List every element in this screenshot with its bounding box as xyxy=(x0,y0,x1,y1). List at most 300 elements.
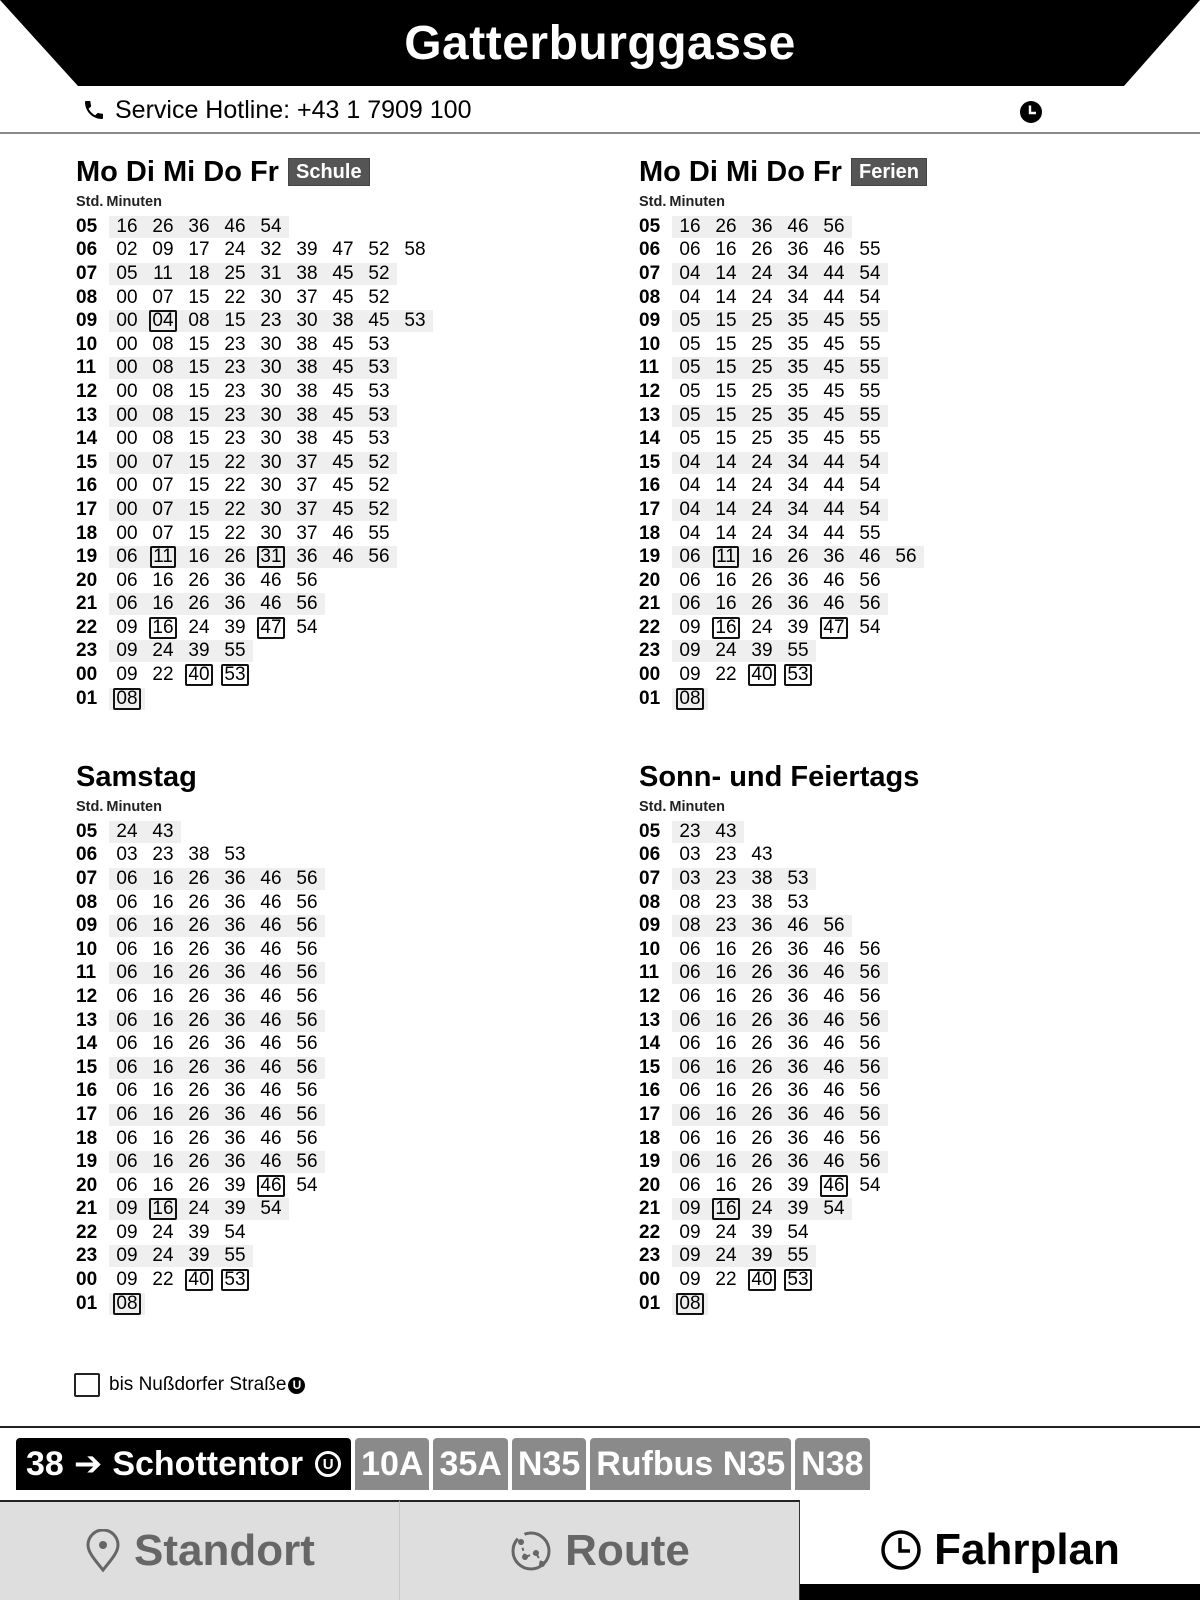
minute-value: 24 xyxy=(152,1245,174,1267)
minute-value: 55 xyxy=(224,640,246,662)
departure-minute xyxy=(852,452,888,474)
minute-value: 06 xyxy=(679,1103,701,1125)
minutes-cells xyxy=(109,1198,289,1220)
minute-value: 04 xyxy=(679,475,701,497)
hour-cell: 09 xyxy=(639,310,661,332)
minute-value: 55 xyxy=(859,380,881,402)
minute-value: 46 xyxy=(787,215,809,237)
minutes-cells xyxy=(672,1057,888,1079)
minute-value: 16 xyxy=(679,215,701,237)
departure-minute xyxy=(253,915,289,937)
departure-minute xyxy=(145,1175,181,1197)
hour-cell: 13 xyxy=(639,404,661,426)
minutes-cells xyxy=(672,821,744,843)
hour-cell: 17 xyxy=(639,1103,661,1125)
minute-value: 26 xyxy=(188,1056,210,1078)
minute-value: 24 xyxy=(751,262,773,284)
table-row xyxy=(639,286,927,310)
minute-value: 45 xyxy=(332,428,354,450)
minute-value: 16 xyxy=(152,891,174,913)
table-row xyxy=(76,867,325,891)
minutes-cells xyxy=(109,334,397,356)
departure-minute xyxy=(780,868,816,890)
departure-rows xyxy=(76,215,433,710)
departure-minute-short-trip xyxy=(816,1175,852,1197)
minutes-cells xyxy=(109,428,397,450)
minute-value: 08 xyxy=(679,915,701,937)
route-chip-rufbus-n35[interactable]: Rufbus N35 xyxy=(590,1438,791,1490)
minute-value: 36 xyxy=(787,1033,809,1055)
route-chip-active[interactable] xyxy=(16,1438,351,1490)
departure-minute xyxy=(145,939,181,961)
departure-minute xyxy=(672,821,708,843)
departure-minute xyxy=(816,1104,852,1126)
location-pin-icon xyxy=(84,1529,122,1573)
minute-value: 23 xyxy=(715,867,737,889)
minute-value: 39 xyxy=(296,239,318,261)
departure-minute xyxy=(109,962,145,984)
departure-minute xyxy=(816,405,852,427)
section-day-label: Mo Di Mi Do Fr xyxy=(76,156,279,188)
departure-minute xyxy=(852,962,888,984)
minute-value: 36 xyxy=(224,1127,246,1149)
minute-value: 56 xyxy=(859,1009,881,1031)
minutes-cells xyxy=(672,617,888,639)
departure-minute xyxy=(253,428,289,450)
departure-minute xyxy=(816,939,852,961)
minute-value: 15 xyxy=(188,286,210,308)
table-row xyxy=(76,687,433,711)
minute-value: 26 xyxy=(787,546,809,568)
minute-value: 56 xyxy=(296,938,318,960)
minute-value: 32 xyxy=(260,239,282,261)
minute-value: 23 xyxy=(679,820,701,842)
route-chip-10a[interactable]: 10A xyxy=(355,1438,429,1490)
departure-minute xyxy=(217,892,253,914)
minute-value: 45 xyxy=(823,333,845,355)
departure-minute xyxy=(744,1198,780,1220)
departure-minute xyxy=(744,868,780,890)
departure-minute xyxy=(289,263,325,285)
minute-value: 38 xyxy=(296,380,318,402)
departure-minute xyxy=(145,381,181,403)
minute-value: 04 xyxy=(679,451,701,473)
departure-minute xyxy=(708,1269,744,1291)
minute-value: 39 xyxy=(787,1198,809,1220)
departure-minute xyxy=(744,546,780,568)
departure-minute xyxy=(672,844,708,866)
departure-minute xyxy=(109,821,145,843)
minute-value: 44 xyxy=(823,262,845,284)
departure-minute xyxy=(816,475,852,497)
hour-cell: 01 xyxy=(639,687,661,709)
departure-minute xyxy=(109,1057,145,1079)
departure-minute xyxy=(145,1128,181,1150)
departure-minute xyxy=(708,475,744,497)
minute-value: 44 xyxy=(823,451,845,473)
hour-cell: 21 xyxy=(639,1198,661,1220)
departure-minute xyxy=(289,405,325,427)
table-row xyxy=(639,215,927,239)
minute-value: 11 xyxy=(150,546,176,568)
departure-minute xyxy=(181,452,217,474)
hour-cell: 07 xyxy=(639,867,661,889)
minute-value: 43 xyxy=(152,820,174,842)
minute-value: 22 xyxy=(224,522,246,544)
departure-minute xyxy=(744,640,780,662)
service-hotline[interactable] xyxy=(82,94,472,126)
departure-minute xyxy=(816,239,852,261)
route-chip-n38[interactable]: N38 xyxy=(795,1438,869,1490)
minutes-cells xyxy=(109,499,397,521)
minute-value: 07 xyxy=(152,451,174,473)
minute-value: 37 xyxy=(296,286,318,308)
departure-minute xyxy=(744,428,780,450)
minute-value: 06 xyxy=(679,239,701,261)
departure-minute xyxy=(744,1245,780,1267)
departure-minute xyxy=(852,939,888,961)
departure-minute xyxy=(780,892,816,914)
section-title xyxy=(76,760,325,794)
minute-value: 55 xyxy=(859,239,881,261)
minute-value: 09 xyxy=(679,1221,701,1243)
departure-minute xyxy=(253,1010,289,1032)
departure-minute xyxy=(109,1245,145,1267)
departure-minute xyxy=(852,593,888,615)
departure-rows xyxy=(639,820,919,1315)
departure-minute xyxy=(289,939,325,961)
minute-value: 45 xyxy=(823,310,845,332)
minutes-cells xyxy=(672,570,888,592)
minute-value: 06 xyxy=(679,1174,701,1196)
departure-minute xyxy=(253,868,289,890)
departure-minute xyxy=(109,216,145,238)
minute-value: 22 xyxy=(152,1269,174,1291)
departure-minute xyxy=(181,239,217,261)
minute-value: 45 xyxy=(332,380,354,402)
minute-value: 40 xyxy=(185,664,212,686)
departure-minute xyxy=(852,239,888,261)
minute-value: 05 xyxy=(679,404,701,426)
departure-minute xyxy=(145,334,181,356)
minute-value: 15 xyxy=(188,428,210,450)
minute-value: 53 xyxy=(368,404,390,426)
minute-value: 06 xyxy=(116,1127,138,1149)
departure-minute xyxy=(217,1128,253,1150)
departure-minute xyxy=(780,287,816,309)
table-row xyxy=(76,844,325,868)
departure-minute xyxy=(217,915,253,937)
minute-value: 06 xyxy=(116,1103,138,1125)
departure-minute xyxy=(744,452,780,474)
minute-value: 53 xyxy=(784,1269,811,1291)
departure-minute xyxy=(181,570,217,592)
departure-minute xyxy=(744,1080,780,1102)
departure-minute xyxy=(217,1010,253,1032)
minute-value: 00 xyxy=(116,357,138,379)
departure-minute xyxy=(780,1128,816,1150)
minute-value: 06 xyxy=(679,1127,701,1149)
minutes-cells xyxy=(109,664,253,686)
hour-cell: 19 xyxy=(76,1151,98,1173)
minute-value: 43 xyxy=(751,844,773,866)
table-row xyxy=(639,844,919,868)
departure-minute xyxy=(181,475,217,497)
hour-cell: 09 xyxy=(76,915,98,937)
minute-value: 34 xyxy=(787,498,809,520)
minute-value: 22 xyxy=(224,498,246,520)
departure-minute xyxy=(145,357,181,379)
departure-minute xyxy=(145,263,181,285)
departure-minute xyxy=(852,1033,888,1055)
column-headers xyxy=(76,193,433,211)
table-row xyxy=(76,380,433,404)
minute-value: 16 xyxy=(715,962,737,984)
tab-standort[interactable] xyxy=(0,1500,400,1600)
minutes-cells xyxy=(672,263,888,285)
hour-cell: 17 xyxy=(76,1103,98,1125)
minute-value: 15 xyxy=(715,310,737,332)
hour-cell: 22 xyxy=(639,1221,661,1243)
minute-value: 56 xyxy=(296,1009,318,1031)
departure-minute xyxy=(361,310,397,332)
table-row xyxy=(639,522,927,546)
minute-value: 39 xyxy=(751,1245,773,1267)
tab-route[interactable] xyxy=(400,1500,800,1600)
hour-cell: 14 xyxy=(76,428,98,450)
departure-minute xyxy=(708,381,744,403)
departure-minute-short-trip xyxy=(253,546,289,568)
tab-fahrplan[interactable] xyxy=(800,1500,1200,1600)
minute-value: 09 xyxy=(116,1198,138,1220)
departure-minute xyxy=(217,868,253,890)
minute-value: 25 xyxy=(224,262,246,284)
departure-minute xyxy=(708,962,744,984)
table-row xyxy=(639,914,919,938)
minutes-cells xyxy=(109,915,325,937)
hour-cell: 14 xyxy=(76,1033,98,1055)
minutes-cells xyxy=(672,1198,852,1220)
departure-minute xyxy=(109,452,145,474)
minute-value: 38 xyxy=(296,333,318,355)
table-row xyxy=(639,1150,919,1174)
ubahn-icon: U xyxy=(315,1451,341,1477)
departure-minute xyxy=(181,962,217,984)
departure-minute xyxy=(145,499,181,521)
departure-minute xyxy=(109,381,145,403)
minute-value: 16 xyxy=(152,593,174,615)
table-row xyxy=(76,962,325,986)
departure-minute-short-trip xyxy=(145,546,181,568)
departure-minute xyxy=(744,263,780,285)
departure-minute xyxy=(289,986,325,1008)
table-row xyxy=(639,545,927,569)
minute-value: 26 xyxy=(751,1127,773,1149)
departure-minute xyxy=(181,986,217,1008)
departure-minute xyxy=(217,1151,253,1173)
departure-minute xyxy=(816,1151,852,1173)
minute-value: 06 xyxy=(679,1033,701,1055)
minute-value: 39 xyxy=(188,640,210,662)
departure-minute xyxy=(744,523,780,545)
minute-value: 37 xyxy=(296,451,318,473)
minute-value: 06 xyxy=(679,1056,701,1078)
hour-cell: 06 xyxy=(639,844,661,866)
departure-minute xyxy=(181,1104,217,1126)
departure-minute xyxy=(181,1151,217,1173)
minute-value: 56 xyxy=(296,867,318,889)
departure-minute xyxy=(780,428,816,450)
departure-minute xyxy=(253,310,289,332)
minutes-cells xyxy=(109,405,397,427)
departure-minute xyxy=(217,939,253,961)
minute-value: 55 xyxy=(368,522,390,544)
minute-value: 46 xyxy=(823,1151,845,1173)
minute-value: 52 xyxy=(368,239,390,261)
departure-minute xyxy=(289,239,325,261)
minute-value: 56 xyxy=(859,1056,881,1078)
minute-value: 23 xyxy=(152,844,174,866)
minute-value: 36 xyxy=(224,1103,246,1125)
route-chip-n35[interactable]: N35 xyxy=(512,1438,586,1490)
departure-minute xyxy=(181,310,217,332)
minute-value: 09 xyxy=(116,616,138,638)
minute-value: 15 xyxy=(188,333,210,355)
minute-value: 06 xyxy=(116,962,138,984)
minute-value: 03 xyxy=(679,844,701,866)
minute-value: 54 xyxy=(260,1198,282,1220)
minute-value: 00 xyxy=(116,286,138,308)
departure-minute xyxy=(289,357,325,379)
minute-value: 46 xyxy=(823,1080,845,1102)
timetable-weekday-holidays xyxy=(639,155,927,710)
departure-minute xyxy=(109,1175,145,1197)
departure-minute xyxy=(325,499,361,521)
minute-value: 22 xyxy=(224,475,246,497)
minute-value: 53 xyxy=(221,1269,248,1291)
minute-value: 35 xyxy=(787,428,809,450)
departure-minute xyxy=(253,1033,289,1055)
departure-minute xyxy=(744,1222,780,1244)
departure-minute xyxy=(181,428,217,450)
minute-value: 00 xyxy=(116,333,138,355)
minute-value: 46 xyxy=(823,938,845,960)
departure-minute xyxy=(361,546,397,568)
minute-value: 22 xyxy=(715,664,737,686)
departure-minute xyxy=(708,1245,744,1267)
minutes-cells xyxy=(109,821,181,843)
minute-value: 36 xyxy=(224,962,246,984)
departure-minute xyxy=(852,617,888,639)
minutes-cells xyxy=(109,570,325,592)
departure-minute xyxy=(708,499,744,521)
table-row xyxy=(639,962,919,986)
minute-value: 55 xyxy=(859,404,881,426)
minute-value: 25 xyxy=(751,404,773,426)
minute-value: 37 xyxy=(296,475,318,497)
minute-value: 16 xyxy=(149,1198,176,1220)
minute-value: 55 xyxy=(224,1245,246,1267)
minute-value: 17 xyxy=(188,239,210,261)
minutes-cells xyxy=(672,939,888,961)
departure-minute xyxy=(672,1057,708,1079)
minute-value: 16 xyxy=(152,867,174,889)
departure-minute-short-trip xyxy=(744,664,780,686)
minute-value: 03 xyxy=(679,867,701,889)
departure-minute xyxy=(145,287,181,309)
clock-icon[interactable] xyxy=(1019,100,1043,124)
minute-value: 16 xyxy=(152,1174,174,1196)
minutes-cells xyxy=(672,1080,888,1102)
arrow-right-icon: ➔ xyxy=(73,1445,103,1483)
minute-value: 39 xyxy=(751,1221,773,1243)
minute-value: 56 xyxy=(296,569,318,591)
table-row xyxy=(76,475,433,499)
departure-minute xyxy=(217,1033,253,1055)
departure-minute xyxy=(708,664,744,686)
minute-value: 15 xyxy=(715,404,737,426)
phone-icon xyxy=(82,98,106,122)
departure-minute xyxy=(217,1057,253,1079)
departure-minute xyxy=(325,405,361,427)
departure-minute xyxy=(708,216,744,238)
minute-value: 09 xyxy=(116,1269,138,1291)
departure-minute xyxy=(708,263,744,285)
departure-minute xyxy=(253,334,289,356)
minute-value: 35 xyxy=(787,333,809,355)
minute-value: 24 xyxy=(152,640,174,662)
minute-value: 46 xyxy=(859,546,881,568)
departure-minute xyxy=(708,1104,744,1126)
minute-value: 54 xyxy=(859,262,881,284)
departure-minute xyxy=(109,239,145,261)
departure-minute xyxy=(145,986,181,1008)
table-row xyxy=(76,451,433,475)
minute-value: 36 xyxy=(787,239,809,261)
departure-minute xyxy=(325,357,361,379)
minutes-cells xyxy=(672,664,816,686)
departure-minute xyxy=(109,1080,145,1102)
departure-minute xyxy=(109,263,145,285)
departure-minute xyxy=(780,452,816,474)
table-row xyxy=(76,286,433,310)
route-chip-35a[interactable]: 35A xyxy=(433,1438,507,1490)
departure-minute xyxy=(816,986,852,1008)
minute-value: 56 xyxy=(859,569,881,591)
minutes-cells xyxy=(109,939,325,961)
departure-minute xyxy=(145,962,181,984)
departure-minute xyxy=(181,263,217,285)
departure-minute xyxy=(780,640,816,662)
minute-value: 22 xyxy=(224,286,246,308)
departure-minute xyxy=(325,239,361,261)
column-headers xyxy=(639,798,919,816)
minute-value: 24 xyxy=(751,522,773,544)
minute-value: 30 xyxy=(260,451,282,473)
departure-minute xyxy=(672,1033,708,1055)
departure-minute xyxy=(708,986,744,1008)
departure-minute xyxy=(780,1151,816,1173)
departure-minute xyxy=(181,523,217,545)
minute-value: 15 xyxy=(188,475,210,497)
minute-value: 06 xyxy=(116,546,138,568)
departure-minute xyxy=(816,1128,852,1150)
minute-value: 56 xyxy=(296,915,318,937)
departure-minute xyxy=(780,523,816,545)
departure-minute xyxy=(289,915,325,937)
hour-cell: 09 xyxy=(76,310,98,332)
departure-minute xyxy=(289,287,325,309)
